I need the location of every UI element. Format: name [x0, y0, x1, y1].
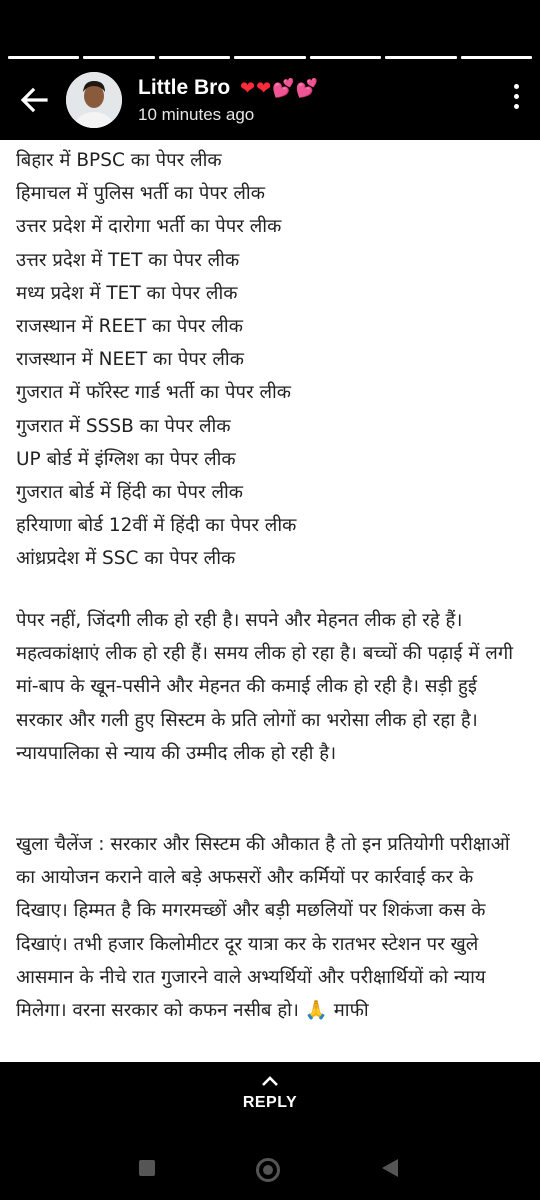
list-item: मध्य प्रदेश में TET का पेपर लीक [16, 282, 238, 304]
progress-segment [234, 56, 305, 59]
reply-label: REPLY [242, 1094, 298, 1111]
reply-button[interactable] [0, 1072, 540, 1112]
progress-segment [461, 56, 532, 59]
chevron-up-icon [258, 1072, 282, 1090]
status-header [0, 70, 540, 134]
list-item: UP बोर्ड में इंग्लिश का पेपर लीक [16, 448, 236, 470]
status-post-content [0, 140, 540, 1062]
name-emojis: ❤❤💕💕 [240, 78, 319, 99]
list-item: राजस्थान में NEET का पेपर लीक [16, 349, 244, 371]
list-item: हिमाचल में पुलिस भर्ती का पेपर लीक [16, 183, 265, 205]
progress-segment [159, 56, 230, 59]
list-item: गुजरात में फॉरेस्ट गार्ड भर्ती का पेपर लीक [16, 382, 291, 404]
system-nav-bar [0, 1140, 540, 1200]
progress-segment [385, 56, 456, 59]
list-item: गुजरात में SSSB का पेपर लीक [16, 415, 231, 437]
arrow-left-icon[interactable] [16, 82, 52, 118]
list-item: उत्तर प्रदेश में TET का पेपर लीक [16, 249, 240, 271]
user-name: Little Bro [138, 76, 231, 99]
timestamp: 10 minutes ago [138, 105, 255, 124]
more-vertical-icon[interactable] [512, 84, 520, 114]
progress-segment [310, 56, 381, 59]
progress-segment [8, 56, 79, 59]
list-item: उत्तर प्रदेश में दारोगा भर्ती का पेपर लीक [16, 216, 282, 238]
list-item: बिहार में BPSC का पेपर लीक [16, 150, 222, 171]
progress-segment [83, 56, 154, 59]
list-item: हरियाणा बोर्ड 12वीं में हिंदी का पेपर लीक [16, 515, 297, 537]
list-item: आंध्रप्रदेश में SSC का पेपर लीक [16, 548, 236, 570]
list-item: राजस्थान में REET का पेपर लीक [16, 316, 243, 338]
story-progress-bar [8, 56, 532, 59]
home-icon[interactable] [256, 1158, 280, 1182]
recent-apps-icon[interactable] [139, 1160, 155, 1176]
paper-leak-list [16, 144, 296, 576]
list-item: गुजरात बोर्ड में हिंदी का पेपर लीक [16, 482, 244, 504]
post-paragraph: पेपर नहीं, जिंदगी लीक हो रही है। सपने और मेहनत लीक हो रहे हैं। महत्वकांक्षाएं लीक हो रही हैं। समय लीक हो रहा है। बच्चों की पढ़ाई में लगी मां-बाप के खून-पसीने और मेहनत की कमाई लीक हो रही है। सड़ी हुई सरकार और गली हुए सिस्टम के प्रति लोगों का भरोसा लीक हो रहा है। न्यायपालिका से न्याय की उम्मीद लीक हो रही है। [16, 610, 514, 764]
avatar[interactable] [66, 72, 122, 128]
post-paragraph: खुला चैलेंज : सरकार और सिस्टम की औकात है तो इन प्रतियोगी परीक्षाओं का आयोजन कराने वाले बड़े अफसरों और कर्मियों पर कार्रवाई कर के दिखाए। हिम्मत है कि मगरमच्छों और बड़ी मछलियों पर शिकंजा कस के दिखाएं। तभी हजार किलोमीटर दूर यात्रा कर के रातभर स्टेशन पर खुले आसमान के नीचे रात गुजारने वाले अभ्यर्थियों और परीक्षार्थियों को न्याय मिलेगा। वरना सरकार को कफन नसीब हो। 🙏 माफी [16, 834, 510, 1022]
back-triangle-icon[interactable] [382, 1159, 398, 1177]
